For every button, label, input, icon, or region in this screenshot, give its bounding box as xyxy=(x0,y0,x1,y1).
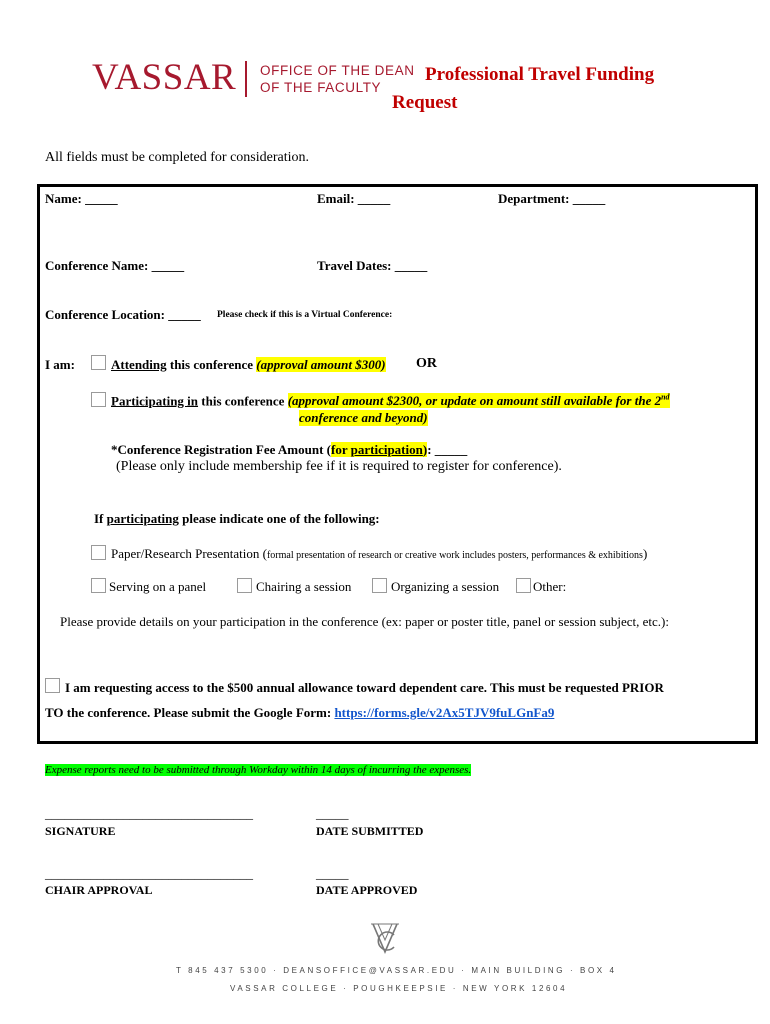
chairing-session-checkbox[interactable] xyxy=(237,578,252,593)
i-am-label: I am: xyxy=(45,357,75,372)
logo-divider xyxy=(245,61,247,97)
or-label: OR xyxy=(416,356,437,371)
signature-label: SIGNATURE xyxy=(45,824,116,838)
conference-location-field[interactable]: Conference Location: _____ xyxy=(45,307,201,322)
paper-presentation-checkbox[interactable] xyxy=(91,545,106,560)
virtual-conference-label: Please check if this is a Virtual Conference: xyxy=(217,310,393,320)
footer-address: VASSAR COLLEGE · POUGHKEEPSIE · NEW YORK 12604 xyxy=(230,984,568,993)
page-title-line-2: Request xyxy=(392,92,458,113)
participating-amount: (approval amount $2300, or update on amount still available for the 2nd xyxy=(287,393,670,409)
serving-panel-checkbox[interactable] xyxy=(91,578,106,593)
organizing-session-label: Organizing a session xyxy=(391,579,500,594)
page-title-line-1: Professional Travel Funding xyxy=(425,64,655,85)
if-participating-heading: If participating please indicate one of the following: xyxy=(94,511,380,526)
email-field[interactable]: Email: _____ xyxy=(317,191,391,206)
other-label: Other: xyxy=(533,579,567,594)
date-submitted-line[interactable]: _____ xyxy=(316,806,349,821)
department-field[interactable]: Department: _____ xyxy=(498,191,606,206)
participation-details-label: Please provide details on your participation in the conference (ex: paper or poster title, panel or session subject, etc.): xyxy=(60,614,669,629)
name-field[interactable]: Name: _____ xyxy=(45,191,118,206)
expense-note: Expense reports need to be submitted through Workday within 14 days of incurring the expenses. xyxy=(45,764,472,776)
attending-amount: (approval amount $300) xyxy=(256,357,386,372)
paper-presentation-option: Paper/Research Presentation (formal presentation of research or creative work includes posters, performances & exhibitions) xyxy=(111,546,648,561)
date-approved-line[interactable]: _____ xyxy=(316,866,349,881)
dependent-care-text-line-2: TO the conference. Please submit the Google Form: https://forms.gle/v2Ax5TJV9fuLGnFa9 xyxy=(45,705,555,720)
office-line-2: OF THE FACULTY xyxy=(260,80,382,95)
vassar-seal-icon xyxy=(369,921,401,955)
chairing-session-label: Chairing a session xyxy=(256,579,352,594)
date-submitted-label: DATE SUBMITTED xyxy=(316,824,424,838)
participating-amount-continued: conference and beyond) xyxy=(299,410,428,425)
vassar-wordmark: VASSAR xyxy=(92,57,237,98)
registration-fee-field[interactable]: *Conference Registration Fee Amount (for participation): _____ xyxy=(111,442,468,457)
chair-approval-label: CHAIR APPROVAL xyxy=(45,883,153,897)
dependent-care-checkbox[interactable] xyxy=(45,678,60,693)
participating-rest: this conference xyxy=(198,393,288,409)
attending-rest: this conference xyxy=(166,357,257,372)
dependent-care-text-line-1: I am requesting access to the $500 annual allowance toward dependent care. This must be requested PRIOR xyxy=(65,680,664,695)
office-name xyxy=(260,62,415,96)
participating-checkbox[interactable] xyxy=(91,392,106,407)
attending-checkbox[interactable] xyxy=(91,355,106,370)
participating-option xyxy=(111,393,670,409)
participating-word: Participating in xyxy=(111,393,199,409)
travel-dates-field[interactable]: Travel Dates: _____ xyxy=(317,258,428,273)
organizing-session-checkbox[interactable] xyxy=(372,578,387,593)
other-checkbox[interactable] xyxy=(516,578,531,593)
footer-contact: T 845 437 5300 · DEANSOFFICE@VASSAR.EDU · MAIN BUILDING · BOX 4 xyxy=(176,966,617,975)
signature-line[interactable]: ________________________________ xyxy=(45,806,253,821)
serving-panel-label: Serving on a panel xyxy=(109,579,207,594)
google-form-link[interactable]: https://forms.gle/v2Ax5TJV9fuLGnFa9 xyxy=(334,705,555,720)
fee-note: (Please only include membership fee if it is required to register for conference). xyxy=(116,459,562,474)
intro-text: All fields must be completed for consideration. xyxy=(45,150,309,165)
date-approved-label: DATE APPROVED xyxy=(316,883,418,897)
attending-option xyxy=(111,357,386,373)
office-line-1: OFFICE OF THE DEAN xyxy=(260,63,415,78)
attending-word: Attending xyxy=(111,357,167,372)
conference-name-field[interactable]: Conference Name: _____ xyxy=(45,258,185,273)
chair-approval-line[interactable]: ________________________________ xyxy=(45,866,253,881)
